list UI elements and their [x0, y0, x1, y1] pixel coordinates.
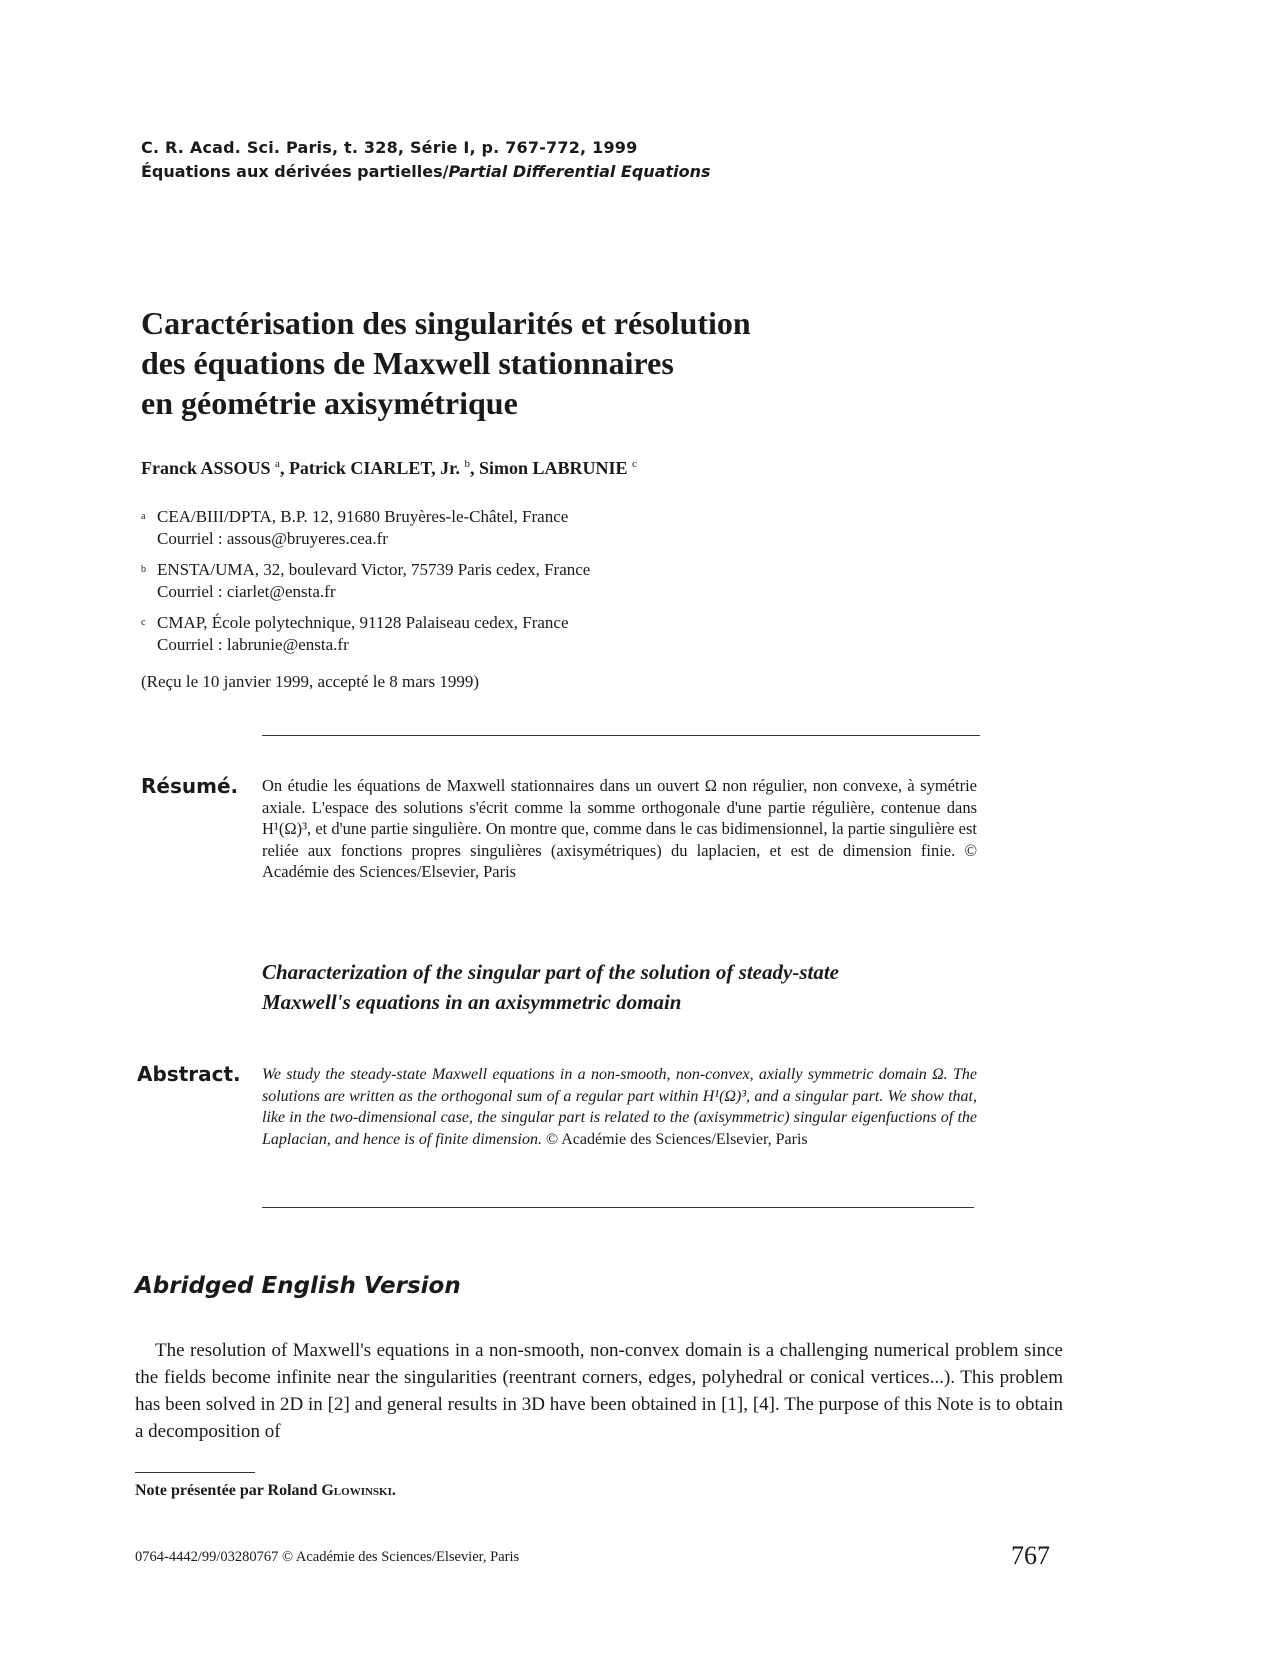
abstract-body: We study the steady-state Maxwell equations in a non-smooth, non-convex, axially symmetric domain Ω. The solutions are written as the orthogonal sum of a regular part within H¹(Ω)³, and a singular part. We show that, like in the two-dimensional case, the singular part is related to the (axisymmetric) singular eigenfuctions of the Laplacian, and hence is of finite dimension. — [262, 1066, 977, 1148]
paper-title — [141, 303, 1041, 423]
affiliation-address: CEA/BIII/DPTA, B.P. 12, 91680 Bruyères-le-Châtel, France — [157, 507, 569, 526]
affiliation-mark: a — [141, 511, 146, 522]
author-mark: a — [275, 458, 280, 470]
affiliation — [141, 506, 568, 550]
journal-section-fr: Équations aux dérivées partielles/ — [141, 162, 449, 181]
affiliation-address: CMAP, École polytechnique, 91128 Palaiseau cedex, France — [157, 613, 569, 632]
abstract-label: Abstract. — [137, 1062, 241, 1086]
author-separator: , — [469, 458, 479, 478]
page-number: 767 — [1011, 1541, 1050, 1570]
affiliation — [141, 612, 569, 656]
affiliation-address: ENSTA/UMA, 32, boulevard Victor, 75739 Paris cedex, France — [157, 560, 591, 579]
bottom-divider — [262, 1207, 974, 1208]
affiliation-email: Courriel : ciarlet@ensta.fr — [157, 582, 336, 601]
footnote-divider — [135, 1472, 255, 1473]
journal-section — [141, 162, 711, 181]
top-divider — [262, 735, 980, 736]
footnote — [135, 1482, 396, 1500]
title-line: des équations de Maxwell stationnaires — [141, 345, 674, 381]
affiliation-email: Courriel : assous@bruyeres.cea.fr — [157, 529, 388, 548]
section-heading: Abridged English Version — [135, 1273, 461, 1299]
author-name: Simon LABRUNIE — [478, 458, 628, 478]
affiliation-mark: c — [141, 617, 146, 628]
resume-label: Résumé. — [141, 774, 239, 798]
author-name: Franck ASSOUS — [141, 458, 271, 478]
author-list — [141, 458, 637, 479]
author-mark: c — [631, 458, 637, 470]
title-line: Caractérisation des singularités et résolution — [141, 305, 751, 341]
footer-identifier: 0764-4442/99/03280767 © Académie des Sciences/Elsevier, Paris — [135, 1549, 520, 1565]
author-mark: b — [464, 458, 470, 470]
body-paragraph: The resolution of Maxwell's equations in a non-smooth, non-convex domain is a challenging numerical problem since the fields become infinite near the singularities (reentrant corners, edges, polyhedral or conical vertices...). This problem has been solved in 2D in [2] and general results in 3D have been obtained in [1], [4]. The purpose of this Note is to obtain a decomposition of — [135, 1340, 1063, 1442]
author-name: Patrick CIARLET, Jr. — [288, 458, 460, 478]
affiliation — [141, 559, 590, 603]
journal-citation: C. R. Acad. Sci. Paris, t. 328, Série I, p. 767-772, 1999 — [141, 138, 638, 157]
abstract-copyright: © Académie des Sciences/Elsevier, Paris — [541, 1130, 808, 1148]
footnote-prefix: Note présentée par Roland — [135, 1482, 322, 1499]
resume-text: On étudie les équations de Maxwell stationnaires dans un ouvert Ω non régulier, non convexe, à symétrie axiale. L'espace des solutions s'écrit comme la somme orthogonale d'une partie régulière, contenue dans H¹(Ω)³, et d'une partie singulière. On montre que, comme dans le cas bidimensionnel, la partie singulière est reliée aux fonctions propres singulières (axisymétriques) du laplacien, et est de dimension finie. © Académie des Sciences/Elsevier, Paris — [262, 776, 977, 881]
affiliation-email: Courriel : labrunie@ensta.fr — [157, 635, 349, 654]
title-line: en géométrie axisymétrique — [141, 385, 518, 421]
received-dates: (Reçu le 10 janvier 1999, accepté le 8 mars 1999) — [141, 672, 479, 691]
abstract-text — [262, 1064, 977, 1150]
footnote-name: Glowinski. — [321, 1482, 396, 1499]
author-separator: , — [279, 458, 289, 478]
affiliation-mark: b — [141, 564, 146, 575]
journal-section-en: Partial Differential Equations — [448, 162, 711, 181]
english-title: Characterization of the singular part of the solution of steady-state Maxwell's equations in an axisymmetric domain — [262, 960, 839, 1014]
